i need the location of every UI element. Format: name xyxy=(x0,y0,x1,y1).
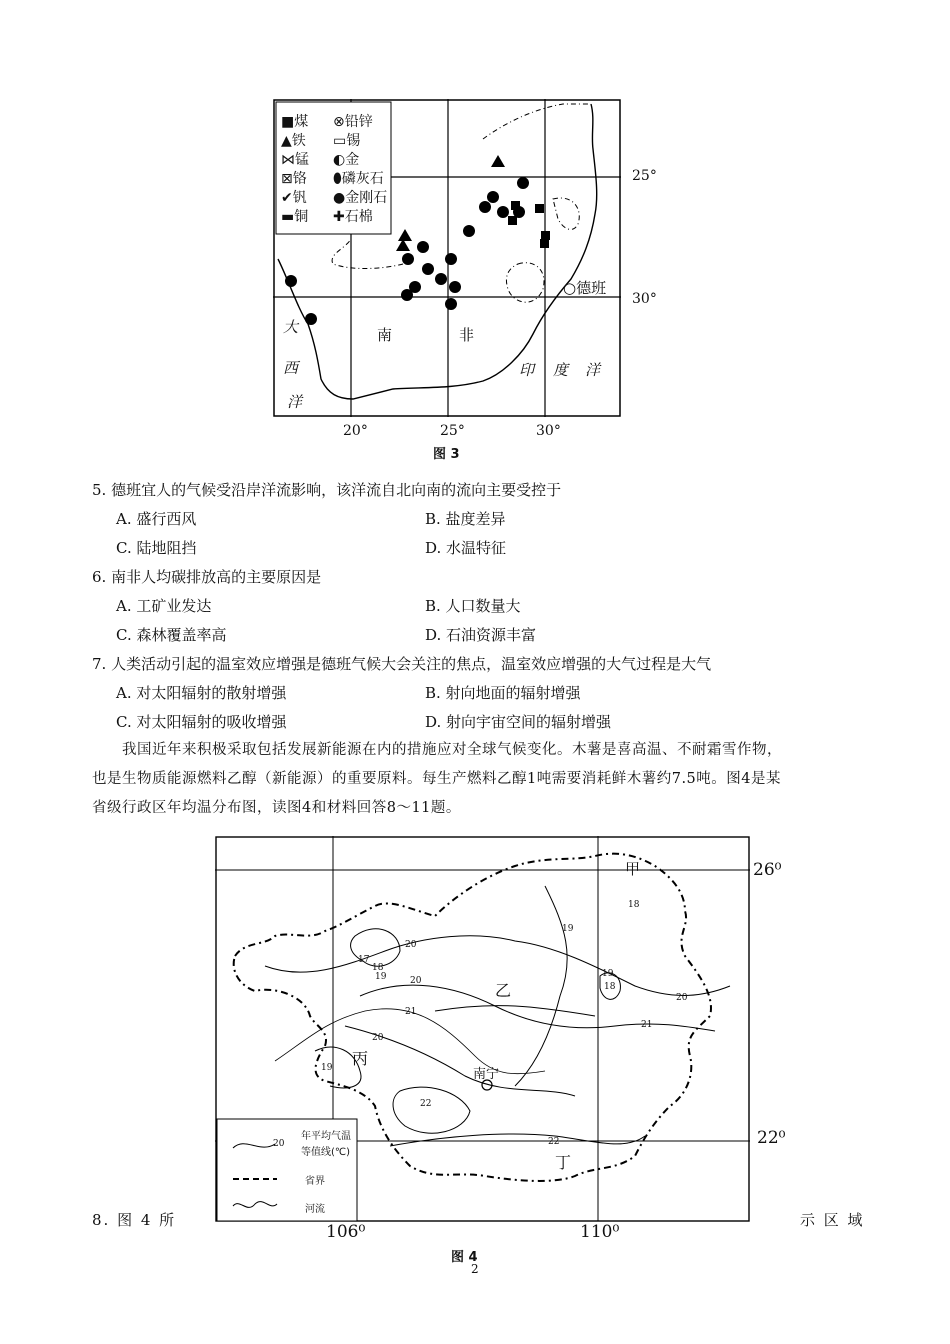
question-5-option-c: C. 陆地阻挡 xyxy=(116,539,197,557)
question-8-right: 示 区 域 xyxy=(800,1211,865,1229)
isotherm-label-20a: 20 xyxy=(405,940,417,950)
place-ding: 丁 xyxy=(555,1153,572,1172)
question-6-stem: 6. 南非人均碳排放高的主要原因是 xyxy=(92,568,322,586)
legend-column-2 xyxy=(333,113,387,227)
question-7-stem: 7. 人类活动引起的温室效应增强是德班气候大会关注的焦点，温室效应增强的大气过程是大气 xyxy=(92,655,712,673)
figure-3-caption: 图 3 xyxy=(433,447,460,462)
question-5-option-d: D. 水温特征 xyxy=(425,539,507,557)
isotherm-label-20d: 20 xyxy=(676,993,688,1003)
figure-3-legend xyxy=(281,113,391,235)
question-7-option-c: C. 对太阳辐射的吸收增强 xyxy=(116,713,287,731)
ocean-east-2: 度 xyxy=(553,361,569,379)
legend-river-label: 河流 xyxy=(305,1204,325,1215)
page-number: 2 xyxy=(471,1262,479,1276)
question-6-option-b: B. 人口数量大 xyxy=(425,597,521,615)
ocean-west-2: 西 xyxy=(283,359,299,377)
fig4-lon-110: 110⁰ xyxy=(580,1222,620,1242)
legend-item-iron: ▲铁 xyxy=(281,133,306,149)
legend-item-chromium: ⊠铬 xyxy=(281,171,307,187)
material-line-2: 也是生物质能源燃料乙醇（新能源）的重要原料。每生产燃料乙醇1吨需要消耗鲜木薯约7.5吨。图4是某 xyxy=(92,771,782,787)
place-yi: 乙 xyxy=(495,981,512,1000)
legend-item-apatite: ⬮磷灰石 xyxy=(333,171,384,187)
legend-item-tin: ▭锡 xyxy=(333,133,361,149)
ocean-east-1: 印 xyxy=(519,361,535,379)
fig4-lon-106: 106⁰ xyxy=(326,1222,366,1242)
isotherm-label-20b: 20 xyxy=(410,976,422,986)
legend-border-label: 省界 xyxy=(305,1176,325,1187)
isotherm-map xyxy=(215,836,750,1222)
country-char-1: 南 xyxy=(377,326,393,344)
material-line-3: 省级行政区年均温分布图，读图4和材料回答8～11题。 xyxy=(92,800,461,816)
fig4-lat-26: 26⁰ xyxy=(753,860,782,880)
question-7-option-a: A. 对太阳辐射的散射增强 xyxy=(116,684,287,702)
legend-item-lead-zinc: ⊗铅锌 xyxy=(333,114,373,130)
isotherm-label-19d: 19 xyxy=(602,969,614,979)
isotherm-label-21a: 21 xyxy=(405,1007,417,1017)
material-line-1: 我国近年来积极采取包括发展新能源在内的措施应对全球气候变化。木薯是喜高温、不耐霜雪作物， xyxy=(122,742,782,758)
question-6-option-d: D. 石油资源丰富 xyxy=(425,626,537,644)
ocean-west-3: 洋 xyxy=(287,393,303,411)
legend-item-gold: ◐金 xyxy=(333,152,360,168)
country-char-2: 非 xyxy=(459,326,475,344)
isotherm-label-18a: 18 xyxy=(372,963,384,973)
isotherm-label-18b: 18 xyxy=(628,900,640,910)
isotherm-label-21b: 21 xyxy=(641,1020,653,1030)
material-paragraph xyxy=(92,736,862,823)
isotherm-label-20c: 20 xyxy=(372,1033,384,1043)
ocean-west-1: 大 xyxy=(283,318,299,336)
question-6-option-c: C. 森林覆盖率高 xyxy=(116,626,227,644)
figure-4 xyxy=(215,836,750,1222)
legend-item-manganese: ⋈锰 xyxy=(281,152,309,168)
fig3-lat-30: 30° xyxy=(632,291,657,307)
legend-item-diamond: ●金刚石 xyxy=(333,190,388,206)
isotherm-label-17: 17 xyxy=(358,955,370,965)
isotherm-label-19b: 19 xyxy=(321,1063,333,1073)
figure-3 xyxy=(273,99,621,417)
isotherm-label-19a: 19 xyxy=(375,972,387,982)
question-5-stem: 5. 德班宜人的气候受沿岸洋流影响，该洋流自北向南的流向主要受控于 xyxy=(92,481,562,499)
place-jia: 甲 xyxy=(625,860,641,878)
question-7-option-b: B. 射向地面的辐射增强 xyxy=(425,684,581,702)
legend-item-coal: ■煤 xyxy=(281,114,309,130)
isotherm-label-22a: 22 xyxy=(420,1099,432,1109)
question-6-option-a: A. 工矿业发达 xyxy=(116,597,212,615)
durban-label: ○德班 xyxy=(563,279,607,297)
legend-column-1 xyxy=(281,113,309,227)
fig3-lat-25: 25° xyxy=(632,168,657,184)
figure-4-caption: 图 4 xyxy=(451,1250,478,1265)
question-8-left: 8. 图 4 所 xyxy=(92,1211,177,1229)
legend-iso-label-1: 年平均气温 xyxy=(301,1131,351,1142)
place-bing: 丙 xyxy=(352,1049,369,1068)
fig4-lat-22: 22⁰ xyxy=(757,1128,786,1148)
isotherm-label-22b: 22 xyxy=(548,1137,560,1147)
fig3-lon-25: 25° xyxy=(440,423,465,439)
city-nanning: 南宁 xyxy=(473,1067,500,1082)
ocean-east-3: 洋 xyxy=(585,361,601,379)
legend-item-vanadium: ✔钒 xyxy=(281,190,307,206)
question-7-option-d: D. 射向宇宙空间的辐射增强 xyxy=(425,713,612,731)
question-5-option-b: B. 盐度差异 xyxy=(425,510,506,528)
legend-item-copper: ▬铜 xyxy=(281,209,309,225)
fig3-lon-20: 20° xyxy=(343,423,368,439)
legend-item-asbestos: ✚石棉 xyxy=(333,209,373,225)
isotherm-label-19c: 19 xyxy=(562,924,574,934)
fig3-lon-30: 30° xyxy=(536,423,561,439)
legend-iso-value: 20 xyxy=(273,1139,285,1149)
question-5-option-a: A. 盛行西风 xyxy=(116,510,197,528)
isotherm-label-18c: 18 xyxy=(604,982,616,992)
legend-iso-label-2: 等值线(℃) xyxy=(301,1147,351,1158)
